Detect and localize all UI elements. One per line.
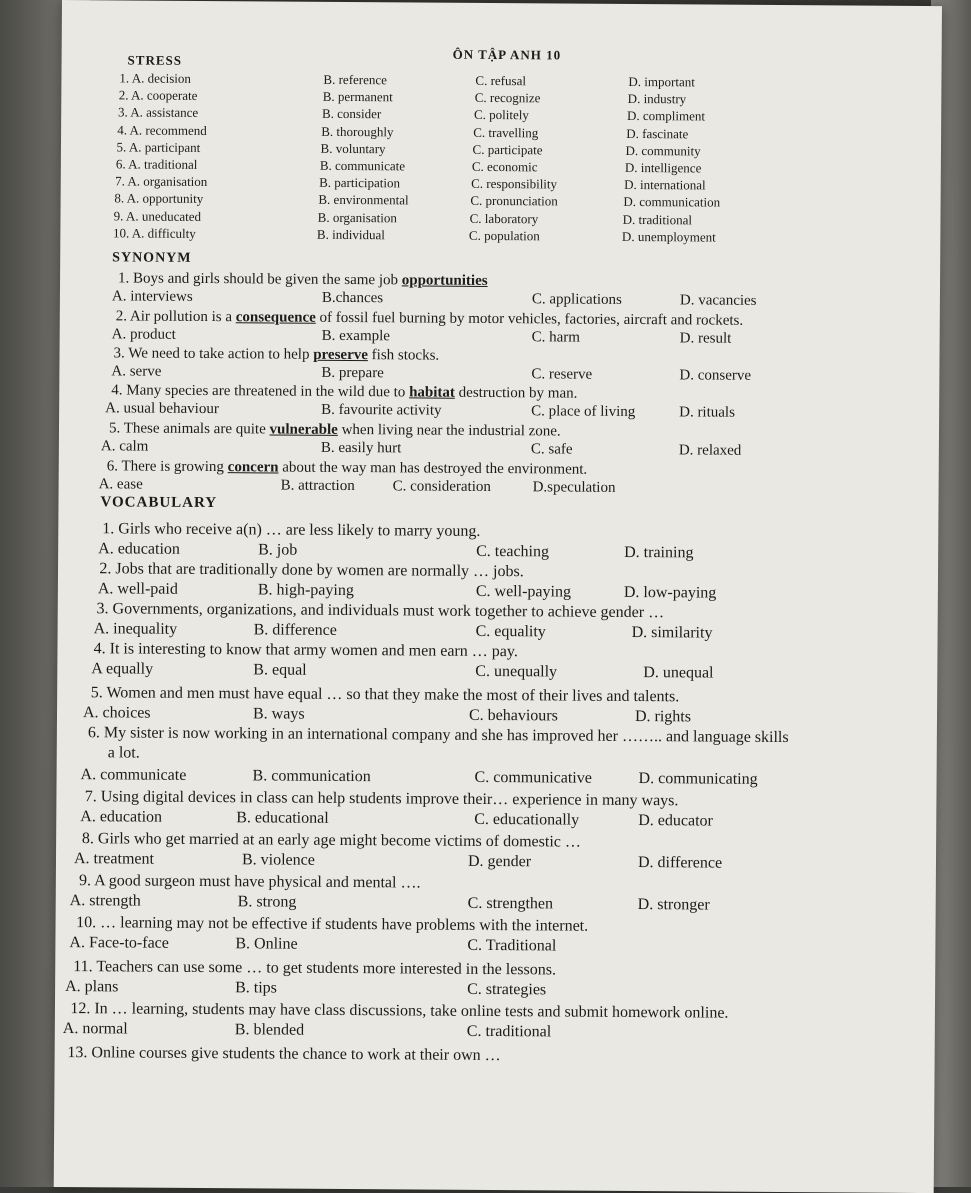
vocabulary-question: 6. My sister is now working in an international company and she has improved her …….. and language skills [88, 724, 789, 747]
stress-option: C. economic [472, 159, 538, 175]
answer-option: A. plans [65, 978, 118, 996]
answer-option: B. strong [238, 893, 297, 911]
answer-option: C. communicative [475, 769, 592, 788]
answer-option: D. low-paying [624, 584, 717, 603]
stress-option: D. fascinate [626, 126, 688, 142]
answer-option: A. product [112, 326, 176, 343]
stress-option: C. participate [473, 142, 543, 158]
answer-option: C. safe [531, 441, 573, 458]
answer-option: D. educator [638, 812, 713, 831]
synonym-question [116, 308, 743, 329]
answer-option: B. violence [242, 851, 315, 870]
stress-option: B. thoroughly [321, 123, 393, 140]
stress-option: C. pronunciation [470, 193, 558, 210]
stress-option: D. community [625, 143, 700, 160]
vocabulary-question: 1. Girls who receive a(n) … are less likely to marry young. [102, 520, 480, 541]
underlined-word: opportunities [402, 272, 488, 289]
answer-option: C. applications [532, 291, 622, 309]
vocabulary-question: 2. Jobs that are traditionally done by women are normally … jobs. [99, 560, 523, 581]
stress-option: B. voluntary [321, 141, 386, 157]
stress-option: D. communication [623, 194, 720, 211]
stress-option: C. laboratory [470, 210, 539, 226]
underlined-word: habitat [409, 384, 455, 400]
answer-option: A. education [80, 808, 162, 827]
answer-option: A. interviews [112, 288, 193, 306]
question-text: destruction by man. [455, 385, 578, 402]
answer-option: D. rituals [679, 404, 735, 421]
stress-option: 4. A. recommend [117, 122, 207, 139]
stress-option: 9. A. uneducated [114, 208, 201, 225]
vocabulary-question: 4. It is interesting to know that army women and men earn … pay. [94, 640, 518, 661]
answer-option: B. job [258, 541, 297, 559]
stress-option: D. unemployment [622, 229, 716, 246]
vocabulary-question: 12. In … learning, students may have class discussions, take online tests and submit homework online. [70, 1000, 728, 1023]
answer-option: A. well-paid [98, 580, 178, 599]
answer-option: D. stronger [638, 896, 710, 915]
stress-option: B. permanent [323, 89, 393, 105]
question-text: 3. We need to take action to help [113, 345, 313, 362]
stress-option: C. responsibility [471, 176, 557, 193]
synonym-question [118, 270, 488, 290]
stress-option: C. recognize [475, 90, 541, 106]
answer-option: D. difference [638, 854, 722, 873]
vocabulary-question: 11. Teachers can use some … to get students more interested in the lessons. [73, 958, 556, 979]
answer-option: C. strategies [467, 981, 546, 1000]
answer-option: B. favourite activity [321, 402, 442, 420]
answer-option: C. consideration [393, 478, 491, 496]
question-text: 5. These animals are quite [109, 420, 270, 437]
answer-option: D. unequal [643, 664, 713, 682]
answer-option: C. Traditional [467, 937, 556, 956]
stress-option: 8. A. opportunity [114, 191, 203, 208]
answer-option: D. result [680, 330, 732, 347]
answer-option: B. high-paying [258, 581, 354, 600]
section-synonym-heading: SYNONYM [112, 250, 191, 267]
answer-option: B.chances [322, 290, 383, 307]
question-text: 6. There is growing [107, 458, 228, 475]
synonym-question [109, 420, 561, 440]
stress-option: D. intelligence [625, 160, 702, 177]
section-vocabulary-heading: VOCABULARY [100, 494, 217, 512]
answer-option: A. normal [63, 1020, 128, 1038]
underlined-word: consequence [236, 309, 316, 326]
answer-option: A. ease [99, 476, 143, 493]
answer-option: C. teaching [476, 543, 549, 562]
answer-option: A. strength [70, 892, 141, 910]
answer-option: B. easily hurt [321, 440, 402, 458]
answer-option: B. equal [253, 661, 306, 679]
stress-option: C. refusal [475, 73, 526, 89]
section-stress-heading: STRESS [128, 52, 183, 68]
stress-option: 3. A. assistance [118, 105, 198, 122]
answer-option: C. equality [476, 623, 546, 641]
vocabulary-question: 13. Online courses give students the chance to work at their own … [67, 1044, 500, 1065]
vocabulary-question: 9. A good surgeon must have physical and mental …. [79, 872, 421, 892]
worksheet-page [54, 0, 942, 1193]
answer-option: A. education [98, 540, 180, 559]
answer-option: D. conserve [679, 367, 751, 384]
answer-option: C. traditional [467, 1023, 552, 1042]
answer-option: B. communication [253, 767, 371, 786]
answer-option: D.speculation [533, 479, 616, 497]
answer-option: A. usual behaviour [105, 400, 219, 418]
stress-option: 10. A. difficulty [113, 225, 196, 242]
underlined-word: vulnerable [269, 421, 337, 437]
answer-option: B. difference [254, 621, 337, 640]
answer-option: A. choices [83, 704, 151, 722]
answer-option: C. strengthen [468, 895, 553, 914]
vocabulary-question: 7. Using digital devices in class can help students improve their… experience in many ways. [85, 788, 679, 810]
answer-option: D. rights [635, 708, 691, 726]
answer-option: D. relaxed [679, 442, 742, 459]
answer-option: C. educationally [474, 811, 579, 830]
answer-option: D. training [624, 544, 693, 562]
answer-option: A. treatment [74, 850, 154, 869]
question-text: 2. Air pollution is a [116, 308, 236, 325]
answer-option: B. blended [235, 1021, 304, 1039]
answer-option: D. gender [468, 853, 531, 871]
stress-option: 5. A. participant [117, 139, 201, 156]
stress-option: B. communicate [320, 158, 405, 175]
stress-option: B. environmental [318, 192, 408, 209]
question-text: fish stocks. [368, 347, 439, 363]
stress-option: C. politely [474, 107, 529, 123]
answer-option: D. similarity [632, 624, 713, 643]
answer-option: B. tips [235, 979, 277, 997]
stress-option: C. population [469, 228, 540, 244]
answer-option: B. educational [236, 809, 329, 828]
vocabulary-question: 10. … learning may not be effective if students have problems with the internet. [76, 914, 588, 936]
stress-option: B. consider [322, 106, 381, 122]
stress-option: D. industry [628, 91, 687, 107]
stress-option: D. important [628, 74, 695, 90]
stress-option: B. organisation [318, 209, 397, 226]
stress-option: 2. A. cooperate [119, 88, 198, 105]
question-text: when living near the industrial zone. [338, 422, 561, 440]
answer-option: C. unequally [475, 663, 557, 682]
answer-option: B. Online [235, 935, 297, 953]
page-title: ÔN TẬP ANH 10 [453, 47, 562, 64]
answer-option: A. Face-to-face [69, 934, 169, 953]
stress-option: C. travelling [473, 124, 538, 140]
answer-option: A. serve [111, 363, 161, 380]
answer-option: C. reserve [531, 366, 592, 383]
stress-option: 6. A. traditional [116, 156, 198, 173]
answer-option: A. calm [101, 438, 149, 455]
stress-option: B. participation [319, 175, 400, 192]
synonym-question [113, 345, 439, 364]
vocabulary-question: 5. Women and men must have equal … so that they make the most of their lives and talents. [91, 684, 680, 706]
answer-option: D. vacancies [680, 292, 757, 310]
answer-option: A. inequality [94, 620, 178, 639]
answer-option: C. behaviours [469, 707, 558, 726]
stress-option: D. international [624, 177, 706, 194]
answer-option: B. ways [253, 705, 305, 723]
synonym-question [111, 382, 577, 402]
vocabulary-question-cont: a lot. [108, 744, 140, 762]
underlined-word: concern [228, 459, 279, 475]
answer-option: C. well-paying [476, 583, 571, 602]
answer-option: B. attraction [281, 478, 355, 496]
answer-option: C. place of living [531, 403, 635, 421]
vocabulary-question: 3. Governments, organizations, and individuals must work together to achieve gender … [96, 600, 664, 622]
answer-option: B. prepare [321, 365, 384, 382]
stress-option: D. compliment [627, 108, 705, 125]
stress-option: 7. A. organisation [115, 174, 207, 191]
stress-option: 1. A. decision [119, 70, 191, 86]
answer-option: A equally [91, 660, 153, 678]
stress-option: D. traditional [623, 212, 692, 228]
stress-option: B. individual [317, 227, 385, 243]
answer-option: B. example [322, 328, 390, 345]
answer-option: A. communicate [81, 766, 187, 785]
synonym-question [107, 458, 588, 478]
question-text: of fossil fuel burning by motor vehicles, factories, aircraft and rockets. [316, 310, 743, 329]
answer-option: C. harm [532, 329, 580, 346]
question-text: 1. Boys and girls should be given the same job [118, 270, 402, 288]
underlined-word: preserve [313, 347, 368, 363]
question-text: 4. Many species are threatened in the wild due to [111, 382, 409, 400]
vocabulary-question: 8. Girls who get married at an early age might become victims of domestic … [82, 830, 581, 851]
answer-option: D. communicating [639, 770, 758, 789]
stress-option: B. reference [323, 72, 387, 88]
question-text: about the way man has destroyed the environment. [278, 460, 587, 478]
